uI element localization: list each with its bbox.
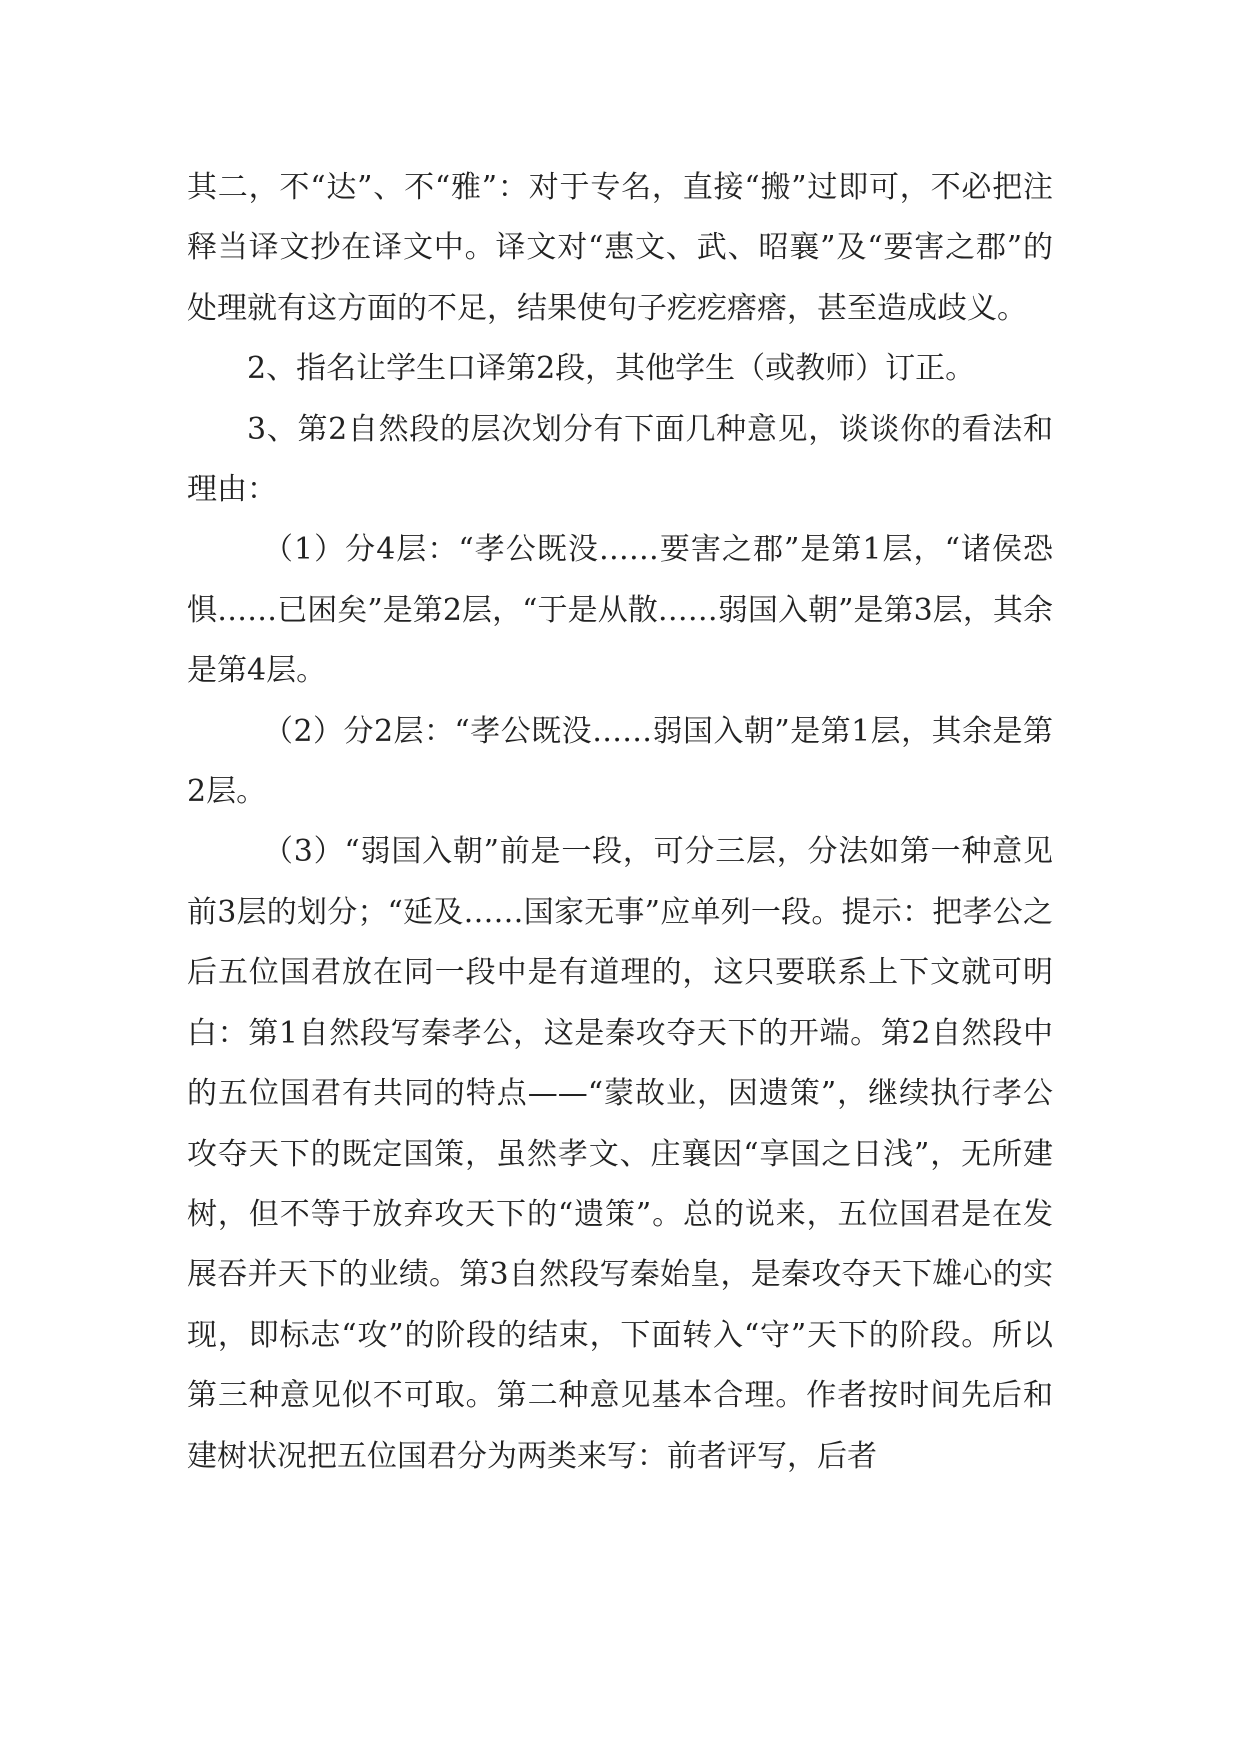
paragraph-translation-critique: 其二，不“达”、不“雅”：对于专名，直接“搬”过即可，不必把注释当译文抄在译文中。译文对“惠文、武、昭襄”及“要害之郡”的处理就有这方面的不足，结果使句子疙疙瘩瘩，甚至造成歧义。 (187, 170, 1053, 326)
paragraph-option-3: （3）“弱国入朝”前是一段，可分三层，分法如第一种意见前3层的划分；“延及……国家无事”应单列一段。提示：把孝公之后五位国君放在同一段中是有道理的，这只要联系上下文就可明白：第1自然段写秦孝公，这是秦攻夺天下的开端。第2自然段中的五位国君有共同的特点——“蒙故业，因遗策”，继续执行孝公攻夺天下的既定国策，虽然孝文、庄襄因“享国之日浅”，无所建树，但不等于放弃攻天下的“遗策”。总的说来，五位国君是在发展吞并天下的业绩。第3自然段写秦始皇，是秦攻夺天下雄心的实现，即标志“攻”的阶段的结束，下面转入“守”天下的阶段。所以第三种意见似不可取。第二种意见基本合理。作者按时间先后和建树状况把五位国君分为两类来写：前者评写，后者 (187, 834, 1053, 1474)
paragraph-option-2: （2）分2层：“孝公既没……弱国入朝”是第1层，其余是第2层。 (187, 713, 1053, 810)
paragraph-step-2: 2、指名让学生口译第2段，其他学生（或教师）订正。 (247, 351, 976, 387)
paragraph-option-1: （1）分4层：“孝公既没……要害之郡”是第1层，“诸侯恐惧……已困矣”是第2层，“于是从散……弱国入朝”是第3层，其余是第4层。 (187, 532, 1053, 689)
document-body (187, 158, 1053, 1487)
paragraph-step-3: 3、第2自然段的层次划分有下面几种意见，谈谈你的看法和理由： (187, 411, 1053, 508)
